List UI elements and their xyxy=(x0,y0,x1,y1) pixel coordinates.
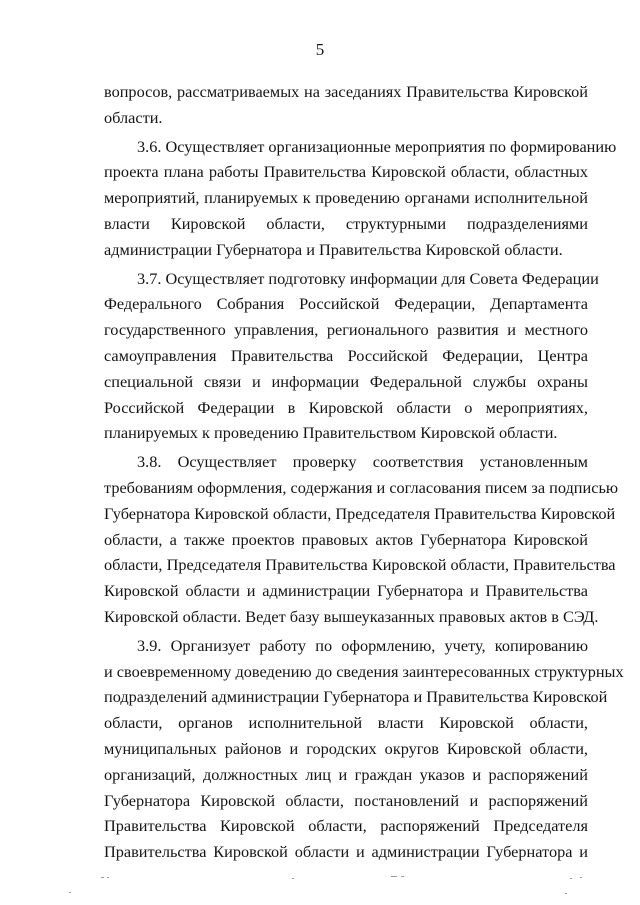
text-line: области, а также проектов правовых актов Губернатора Кировской xyxy=(104,529,588,549)
text-line: требованиям оформления, содержания и согласования писем за подписью xyxy=(104,477,619,497)
text-line: и своевременному доведению до сведения заинтересованных структурных xyxy=(104,661,624,681)
text-line: Федерального Собрания Российской Федерации, Департамента xyxy=(104,294,588,314)
text-line: Губернатора Кировской области, Председателя Правительства Кировской xyxy=(104,503,616,523)
text-line: области. xyxy=(104,107,163,127)
text-line: Российской Федерации в Кировской области о мероприятиях, xyxy=(104,397,588,417)
text-line: 3.8. Осуществляет проверку соответствия установленным xyxy=(137,452,588,472)
document-body xyxy=(104,79,624,865)
text-line: 3.9. Организует работу по оформлению, учету, копированию xyxy=(137,635,588,655)
text-line: Кировской области и администрации Губернатора и Правительства xyxy=(104,581,588,601)
text-line: 3.7. Осуществляет подготовку информации для Совета Федерации xyxy=(137,268,599,288)
text-line: организаций, должностных лиц и граждан указов и распоряжений xyxy=(104,764,588,784)
paragraph-3-9 xyxy=(104,633,624,865)
text-line: вопросов, рассматриваемых на заседаниях Правительства Кировской xyxy=(104,82,588,101)
text-line: области, органов исполнительной власти Кировской области, xyxy=(104,713,588,733)
text-line: подразделений администрации Губернатора и Правительства Кировской xyxy=(104,687,608,707)
text-line: проекта плана работы Правительства Кировской области, областных xyxy=(104,162,588,182)
text-line: планируемых к проведению Правительством Кировской области. xyxy=(104,423,558,443)
text-line: мероприятий, планируемых к проведению органами исполнительной xyxy=(104,188,588,208)
text-line: Правительства Кировской области и администрации Губернатора и xyxy=(104,842,588,862)
paragraph-3-8 xyxy=(104,449,619,630)
paragraph xyxy=(104,79,588,131)
text-line: администрации Губернатора и Правительства Кировской области. xyxy=(104,239,563,259)
paragraph-3-7 xyxy=(104,266,599,447)
text-line: муниципальных районов и городских округов Кировской области, xyxy=(104,738,588,758)
text-line: специальной связи и информации Федеральной службы охраны xyxy=(104,371,588,391)
text-line: государственного управления, регионального развития и местного xyxy=(104,320,588,340)
page-number: 5 xyxy=(315,40,325,59)
text-line: Правительства Кировской области, распоряжений Председателя xyxy=(104,816,588,836)
text-line: самоуправления Правительства Российской Федерации, Центра xyxy=(104,345,588,365)
text-line: Кировской области. Ведет базу вышеуказанных правовых актов в СЭД. xyxy=(104,606,599,626)
text-line: 3.6. Осуществляет организационные мероприятия по формированию xyxy=(137,136,617,156)
text-line: Губернатора Кировской области, постановлений и распоряжений xyxy=(104,790,588,810)
text-line: области, Председателя Правительства Кировской области, Правительства xyxy=(104,555,616,575)
text-line: власти Кировской области, структурными подразделениями xyxy=(104,213,588,233)
paragraph-3-6 xyxy=(104,134,617,263)
